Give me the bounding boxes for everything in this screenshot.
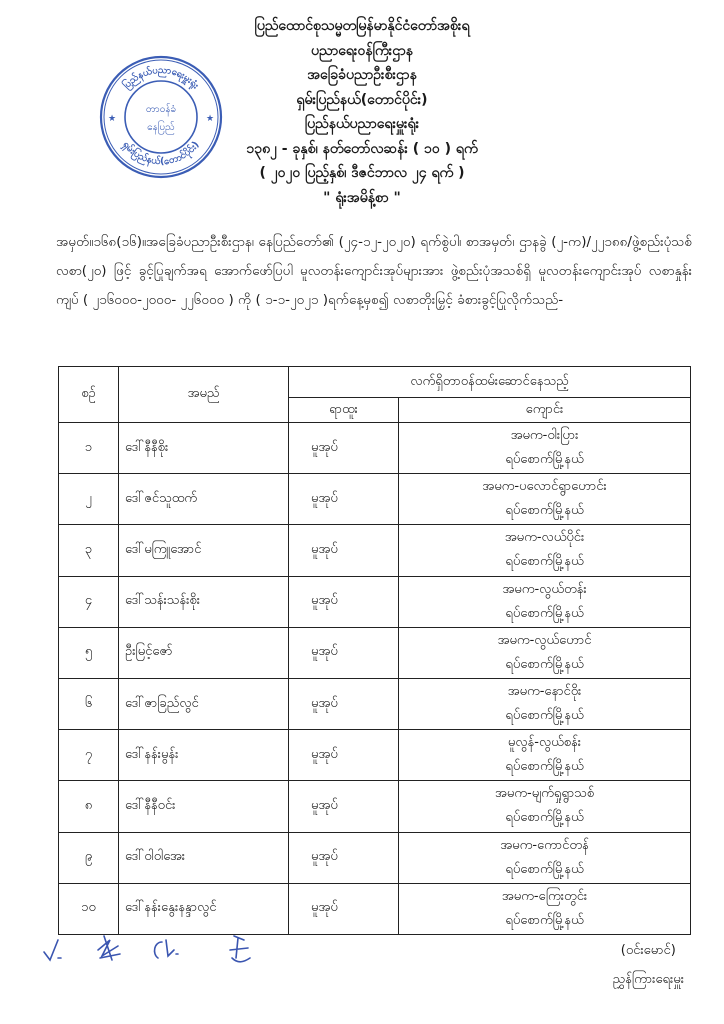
seal-top-text: ပြည်နယ်ပညာရေးမှူးရုံး: [121, 64, 201, 92]
order-paragraph: အမှတ်။၁၆၈(၁၆)။အခြေခံပညာဦးစီးဌာန၊ နေပြည်တော်၏ (၂၄-၁၂-၂၀၂၀) ရက်စွဲပါ၊ စာအမှတ်၊ ဌာနခွဲ (၂-က)/၂၂၁၈၈/ဖွဲ့စည်းပုံသစ်လစာ(၂၀) ဖြင့် ခွင့်ပြုချက်အရ အောက်ဖော်ပြပါ မူလတန်းကျောင်းအုပ်များအား ဖွဲ့စည်းပုံအသစ်ရှိ မူလတန်းကျောင်းအုပ် လစာနှုန်းကျပ် ( ၂၁၆၀၀၀-၂၀၀၀- ၂၂၆၀၀၀ ) ကို ( ၁-၁-၂၀၂၁ )ရက်နေ့မှစ၍ လစာတိုးမြှင့် ခံစားခွင့်ပြုလိုက်သည်-: [56, 234, 692, 308]
staff-rank: မူအုပ်: [289, 730, 399, 781]
signatory-title: ညွှန်ကြားရေးမှူး: [612, 972, 684, 987]
row-number: ၃: [59, 525, 119, 576]
table-row: [59, 730, 691, 781]
header-name: အမည်: [119, 367, 289, 423]
row-number: ၆: [59, 678, 119, 729]
school-township: ရပ်စောက်မြို့နယ်: [505, 861, 584, 877]
header-order-title: " ရုံးအမိန့်စာ ": [323, 189, 401, 206]
staff-name: ဒေါ်ဇာခြည်လွင်: [119, 678, 289, 729]
table-row: [59, 423, 691, 474]
row-number: ၁၀: [59, 883, 119, 934]
school-township: ရပ်စောက်မြို့နယ်: [505, 759, 584, 775]
row-number: ၂: [59, 474, 119, 525]
table-row: [59, 832, 691, 883]
signatory-name: (ဝင်းမောင်): [620, 943, 676, 958]
staff-name: ဒေါ်နီနီစိုး: [119, 423, 289, 474]
table-body: [59, 423, 691, 935]
staff-rank: မူအုပ်: [289, 576, 399, 627]
school-name: အမက-နောင်ဝိုး: [507, 684, 582, 700]
school-cell: [399, 627, 691, 678]
school-cell: [399, 678, 691, 729]
header-current-post: လက်ရှိတာဝန်ထမ်းဆောင်နေသည့်: [289, 367, 691, 398]
school-name: အမက-ပလောင်ရွာဟောင်း: [482, 479, 607, 495]
staff-rank: မူအုပ်: [289, 678, 399, 729]
table-row: [59, 781, 691, 832]
school-name: အမက-ကောင်တန်: [500, 837, 589, 853]
school-cell: [399, 781, 691, 832]
seal-bottom-text: ရှမ်းပြည်နယ်(တောင်ပိုင်း): [120, 139, 202, 168]
staff-name: ဦးမြင့်ဇော်: [119, 627, 289, 678]
header-no: စဉ်: [59, 367, 119, 423]
school-township: ရပ်စောက်မြို့နယ်: [505, 912, 584, 928]
school-cell: [399, 730, 691, 781]
staff-table: [58, 366, 691, 935]
staff-rank: မူအုပ်: [289, 474, 399, 525]
table-row: [59, 474, 691, 525]
school-name: အမက-လွယ်တန်း: [502, 581, 587, 597]
staff-name: ဒေါ်နန်းနွေးနန္ဒာလွင်: [119, 883, 289, 934]
table-row: [59, 883, 691, 934]
signature-2-icon: [98, 936, 120, 960]
school-cell: [399, 883, 691, 934]
header-region: ရှမ်းပြည်နယ်(တောင်ပိုင်း): [296, 91, 428, 108]
header-department: အခြေခံပညာဦးစီးဌာန: [307, 67, 417, 83]
school-name: အမက-ဝါးပြား: [510, 428, 579, 444]
table-header-row: [59, 367, 691, 398]
table-row: [59, 525, 691, 576]
school-township: ရပ်စောက်မြို့နယ်: [505, 708, 584, 724]
seal-star-right-icon: ★: [205, 114, 215, 124]
staff-rank: မူအုပ်: [289, 883, 399, 934]
staff-name: ဒေါ်ဇင်သူထက်: [119, 474, 289, 525]
signatory-block: [613, 936, 684, 994]
school-township: ရပ်စောက်မြို့နယ်: [505, 656, 584, 672]
school-township: ရပ်စောက်မြို့နယ်: [505, 554, 584, 570]
header-ministry: ပညာရေးဝန်ကြီးဌာန: [311, 42, 413, 59]
school-cell: [399, 576, 691, 627]
signature-1-icon: [44, 940, 61, 960]
school-township: ရပ်စောက်မြို့နယ်: [505, 605, 584, 621]
svg-text:ပြည်နယ်ပညာရေးမှူးရုံး: [120, 65, 201, 93]
header-office: ပြည်နယ်ပညာရေးမှူးရုံး: [304, 116, 420, 132]
school-name: အမက-မျက်ရှုရွာသစ်: [494, 786, 595, 802]
row-number: ၄: [59, 576, 119, 627]
header-government: ပြည်ထောင်စုသမ္မတမြန်မာနိုင်ငံတော်အစိုးရ: [254, 18, 470, 34]
school-township: ရပ်စောက်မြို့နယ်: [505, 503, 584, 519]
signature-4-icon: [230, 936, 250, 962]
office-seal: [98, 54, 224, 180]
row-number: ၈: [59, 781, 119, 832]
row-number: ၁: [59, 423, 119, 474]
header-school: ကျောင်း: [399, 398, 691, 423]
school-township: ရပ်စောက်မြို့နယ်: [505, 452, 584, 468]
school-name: အမက-ကြေးတွင်း: [501, 888, 588, 904]
staff-name: ဒေါ်နီနီဝင်း: [119, 781, 289, 832]
staff-name: ဒေါ်သန်းသန်းစိုး: [119, 576, 289, 627]
officer-signatures: [40, 928, 280, 968]
school-township: ရပ်စောက်မြို့နယ်: [505, 810, 584, 826]
seal-center-bottom: နေပြည်: [147, 122, 175, 133]
table-row: [59, 576, 691, 627]
header-rank: ရာထူး: [289, 398, 399, 423]
seal-center-top: တာဝန်ခံ: [145, 104, 177, 115]
school-cell: [399, 423, 691, 474]
table-row: [59, 627, 691, 678]
staff-name: ဒေါ်နန်းမွန်း: [119, 730, 289, 781]
school-cell: [399, 832, 691, 883]
school-name: အမက-လွယ်ဟောင်: [497, 632, 592, 648]
seal-star-left-icon: ★: [107, 114, 117, 124]
row-number: ၇: [59, 730, 119, 781]
staff-rank: မူအုပ်: [289, 832, 399, 883]
staff-rank: မူအုပ်: [289, 423, 399, 474]
signature-3-icon: [155, 940, 178, 958]
school-name: မူလွန်-လွယ်စန်း: [507, 735, 582, 751]
school-cell: [399, 525, 691, 576]
header-gregorian-date: ( ၂၀၂၀ ပြည့်နှစ်၊ ဒီဇင်ဘာလ ၂၄ ရက် ): [259, 165, 465, 181]
table-row: [59, 678, 691, 729]
school-cell: [399, 474, 691, 525]
school-name: အမက-လယ်ပိုင်း: [504, 530, 585, 546]
staff-name: ဒေါ်မကြူအောင်: [119, 525, 289, 576]
row-number: ၅: [59, 627, 119, 678]
staff-name: ဒေါ်ဝါဝါအေး: [119, 832, 289, 883]
staff-rank: မူအုပ်: [289, 781, 399, 832]
staff-rank: မူအုပ်: [289, 627, 399, 678]
row-number: ၉: [59, 832, 119, 883]
staff-rank: မူအုပ်: [289, 525, 399, 576]
header-myanmar-date: ၁၃၈၂ - ခုနှစ်၊ နတ်တော်လဆန်း ( ၁၀ ) ရက်: [246, 140, 478, 157]
